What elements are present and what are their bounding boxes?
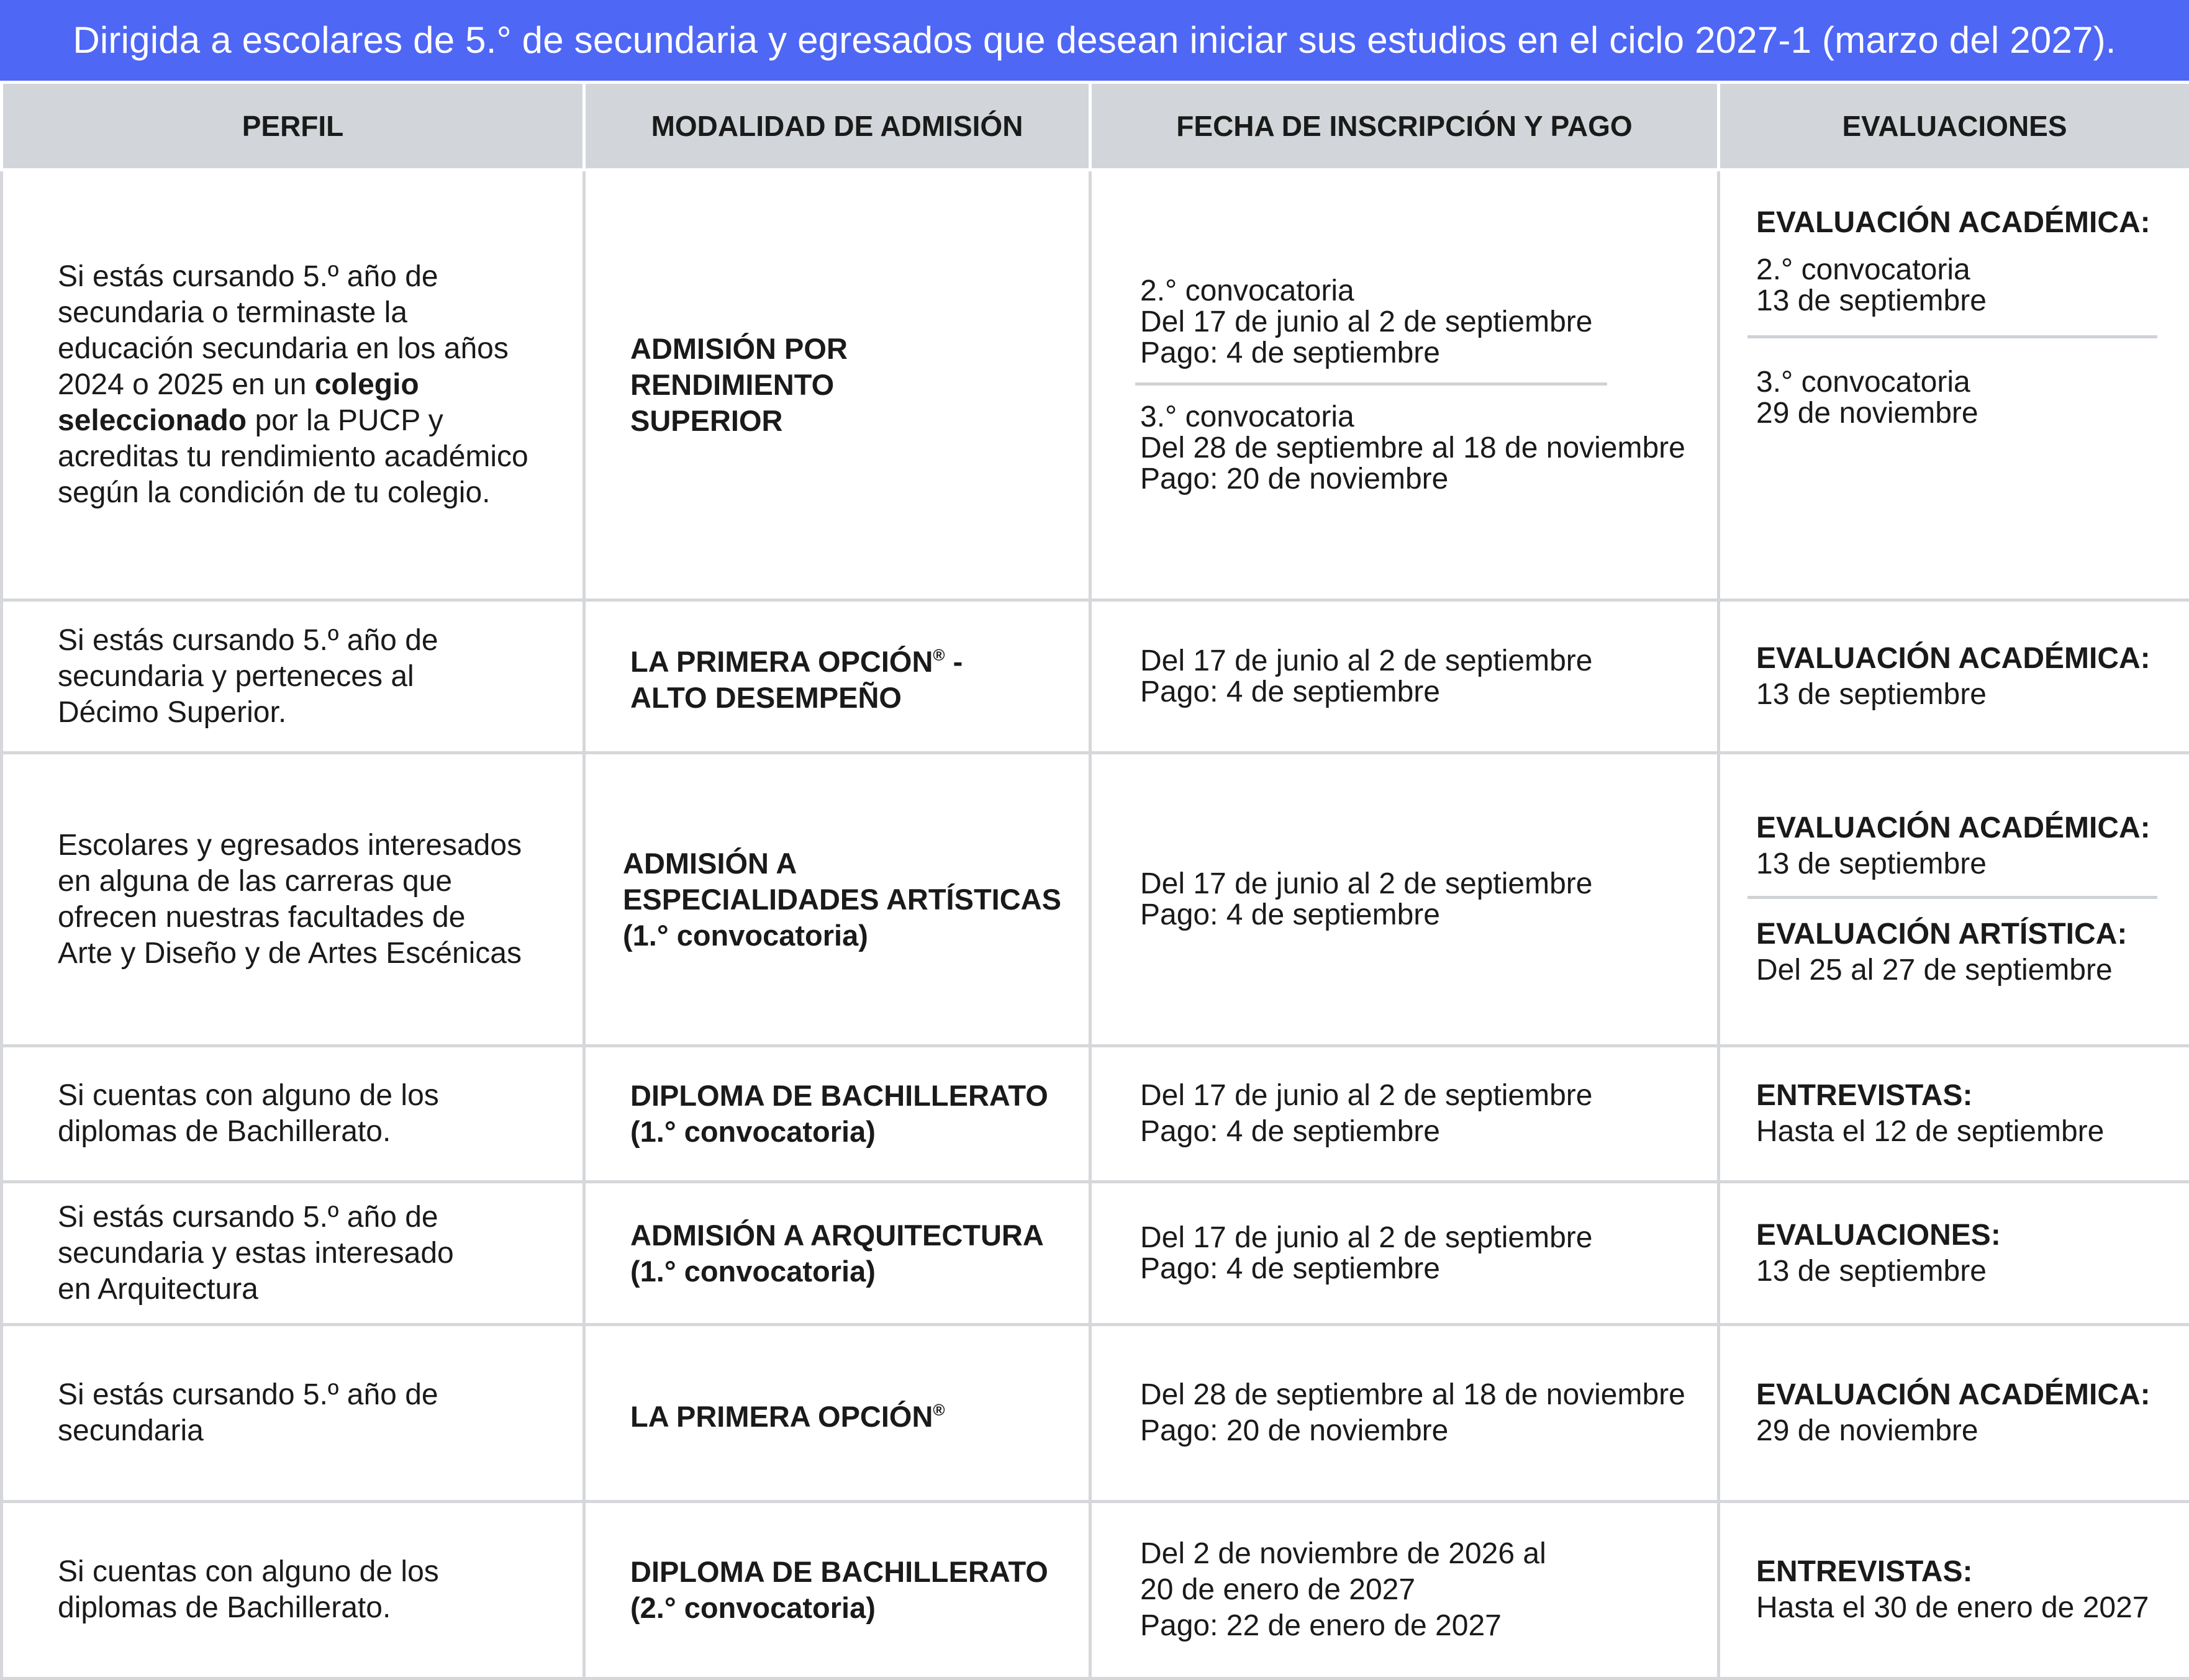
fecha-line: 20 de enero de 2027 (1140, 1572, 1698, 1608)
modalidad-text: - (945, 645, 963, 678)
perfil-cell (2, 753, 584, 1046)
evaluacion-line: Del 25 al 27 de septiembre (1756, 952, 2177, 988)
fecha-cell (1090, 1046, 1719, 1182)
evaluacion-line: 2.° convocatoria (1756, 255, 2177, 286)
evaluacion-line: 13 de septiembre (1756, 286, 2177, 317)
evaluacion-title: EVALUACIÓN ACADÉMICA: (1756, 1377, 2177, 1413)
modalidad-line: SUPERIOR (630, 403, 1070, 439)
modalidad-line (630, 637, 1070, 680)
fecha-cell (1090, 1502, 1719, 1679)
table-header-row (2, 83, 2189, 170)
table-row (2, 1182, 2189, 1325)
modalidad-line: (1.° convocatoria) (630, 1114, 1070, 1150)
fecha-line: Del 28 de septiembre al 18 de noviembre (1140, 433, 1698, 464)
perfil-line: Si estás cursando 5.º año de (58, 1199, 558, 1235)
evaluacion-title: EVALUACIÓN ACADÉMICA: (1756, 207, 2177, 238)
modalidad-cell (584, 1325, 1090, 1502)
modalidad-cell (584, 170, 1090, 600)
fecha-line: Del 17 de junio al 2 de septiembre (1140, 1222, 1698, 1253)
evaluacion-cell (1719, 1046, 2189, 1182)
table-row (2, 1046, 2189, 1182)
perfil-line: Si estás cursando 5.º año de (58, 1377, 558, 1413)
fecha-line: 3.° convocatoria (1140, 402, 1698, 433)
divider (1135, 382, 1607, 386)
fecha-line: Pago: 4 de septiembre (1140, 677, 1698, 708)
header-modalidad: MODALIDAD DE ADMISIÓN (584, 83, 1090, 170)
fecha-line: Pago: 4 de septiembre (1140, 1253, 1698, 1285)
perfil-text: por la PUCP y acreditas tu rendimiento académico según la condición de tu colegio. (58, 404, 528, 509)
table-row (2, 600, 2189, 753)
perfil-cell (2, 600, 584, 753)
evaluacion-title: EVALUACIONES: (1756, 1217, 2177, 1253)
registered-mark: ® (933, 1401, 945, 1419)
perfil-line: Si cuentas con alguno de los (58, 1554, 558, 1590)
registered-mark: ® (933, 646, 945, 664)
evaluacion-line: 29 de noviembre (1756, 398, 2177, 429)
perfil-line: Décimo Superior. (58, 695, 558, 731)
perfil-cell (2, 1325, 584, 1502)
evaluacion-line: 13 de septiembre (1756, 846, 2177, 882)
fecha-line: Del 28 de septiembre al 18 de noviembre (1140, 1377, 1698, 1413)
modalidad-cell (584, 600, 1090, 753)
fecha-line: Del 17 de junio al 2 de septiembre (1140, 646, 1698, 677)
perfil-line: diplomas de Bachillerato. (58, 1114, 558, 1150)
modalidad-line (630, 1392, 1070, 1435)
perfil-cell (2, 170, 584, 600)
perfil-line: diplomas de Bachillerato. (58, 1590, 558, 1626)
fecha-line: 2.° convocatoria (1140, 276, 1698, 307)
divider (1747, 335, 2157, 338)
evaluacion-title: EVALUACIÓN ACADÉMICA: (1756, 641, 2177, 677)
perfil-line: en alguna de las carreras que (58, 864, 558, 900)
modalidad-line: DIPLOMA DE BACHILLERATO (630, 1078, 1070, 1114)
perfil-bold-text: colegio seleccionado (58, 368, 419, 437)
perfil-line: Si cuentas con alguno de los (58, 1078, 558, 1114)
evaluacion-title: ENTREVISTAS: (1756, 1554, 2177, 1590)
fecha-line: Pago: 20 de noviembre (1140, 464, 1698, 495)
perfil-line: ofrecen nuestras facultades de (58, 900, 558, 936)
table-row (2, 753, 2189, 1046)
modalidad-cell (584, 753, 1090, 1046)
fecha-line: Pago: 4 de septiembre (1140, 338, 1698, 369)
table-row (2, 1502, 2189, 1679)
evaluacion-line: Hasta el 30 de enero de 2027 (1756, 1590, 2177, 1626)
modalidad-cell (584, 1182, 1090, 1325)
modalidad-line: ADMISIÓN POR (630, 331, 1070, 367)
divider (1747, 896, 2157, 899)
evaluacion-cell (1719, 170, 2189, 600)
modalidad-text: LA PRIMERA OPCIÓN (630, 645, 933, 678)
fecha-line: Del 17 de junio al 2 de septiembre (1140, 307, 1698, 338)
fecha-cell (1090, 170, 1719, 600)
evaluacion-cell (1719, 1325, 2189, 1502)
perfil-line: en Arquitectura (58, 1271, 558, 1307)
table-row (2, 170, 2189, 600)
evaluacion-title: EVALUACIÓN ARTÍSTICA: (1756, 916, 2177, 952)
modalidad-line: DIPLOMA DE BACHILLERATO (630, 1554, 1070, 1590)
perfil-cell (2, 1502, 584, 1679)
fecha-cell (1090, 753, 1719, 1046)
header-perfil: PERFIL (2, 83, 584, 170)
evaluacion-title: ENTREVISTAS: (1756, 1078, 2177, 1114)
fecha-line: Pago: 4 de septiembre (1140, 1114, 1698, 1150)
evaluacion-title: EVALUACIÓN ACADÉMICA: (1756, 810, 2177, 846)
evaluacion-line: 13 de septiembre (1756, 1253, 2177, 1289)
evaluacion-line: 29 de noviembre (1756, 1413, 2177, 1449)
modalidad-line: (1.° convocatoria) (630, 1253, 1070, 1289)
header-evaluaciones: EVALUACIONES (1719, 83, 2189, 170)
fecha-cell (1090, 600, 1719, 753)
fecha-cell (1090, 1325, 1719, 1502)
fecha-line: Del 2 de noviembre de 2026 al (1140, 1536, 1698, 1572)
fecha-line: Pago: 4 de septiembre (1140, 900, 1698, 931)
evaluacion-cell (1719, 1182, 2189, 1325)
modalidad-cell (584, 1502, 1090, 1679)
modalidad-line: (2.° convocatoria) (630, 1590, 1070, 1626)
perfil-cell (2, 1046, 584, 1182)
fecha-cell (1090, 1182, 1719, 1325)
perfil-text: Si estás cursando 5.º año de secundaria o terminaste la educación secundaria en los años 2024 o 2025 en un (58, 260, 509, 401)
perfil-line: secundaria y estas interesado (58, 1235, 558, 1271)
evaluacion-cell (1719, 1502, 2189, 1679)
modalidad-line: ADMISIÓN A (623, 846, 1070, 882)
perfil-line: Si estás cursando 5.º año de (58, 623, 558, 659)
admission-table (0, 81, 2189, 1680)
fecha-line: Pago: 20 de noviembre (1140, 1413, 1698, 1449)
fecha-line: Del 17 de junio al 2 de septiembre (1140, 869, 1698, 900)
evaluacion-line: 13 de septiembre (1756, 677, 2177, 713)
modalidad-line: ADMISIÓN A ARQUITECTURA (630, 1217, 1070, 1253)
perfil-line: Arte y Diseño y de Artes Escénicas (58, 936, 558, 972)
perfil-line: secundaria (58, 1413, 558, 1449)
modalidad-line: RENDIMIENTO (630, 367, 1070, 403)
modalidad-cell (584, 1046, 1090, 1182)
modalidad-line: ESPECIALIDADES ARTÍSTICAS (623, 882, 1070, 918)
modalidad-line: (1.° convocatoria) (623, 918, 1070, 954)
evaluacion-line: Hasta el 12 de septiembre (1756, 1114, 2177, 1150)
perfil-line: secundaria y perteneces al (58, 659, 558, 695)
perfil-line: Escolares y egresados interesados (58, 828, 558, 864)
fecha-line: Pago: 22 de enero de 2027 (1140, 1608, 1698, 1644)
perfil-cell (2, 1182, 584, 1325)
evaluacion-cell (1719, 600, 2189, 753)
evaluacion-line: 3.° convocatoria (1756, 367, 2177, 398)
table-row (2, 1325, 2189, 1502)
modalidad-line: ALTO DESEMPEÑO (630, 680, 1070, 716)
modalidad-text: LA PRIMERA OPCIÓN (630, 1400, 933, 1433)
audience-banner: Dirigida a escolares de 5.° de secundaria y egresados que desean iniciar sus estudios en el ciclo 2027-1 (marzo del 2027). (0, 0, 2189, 81)
fecha-line: Del 17 de junio al 2 de septiembre (1140, 1078, 1698, 1114)
header-fecha: FECHA DE INSCRIPCIÓN Y PAGO (1090, 83, 1719, 170)
evaluacion-cell (1719, 753, 2189, 1046)
